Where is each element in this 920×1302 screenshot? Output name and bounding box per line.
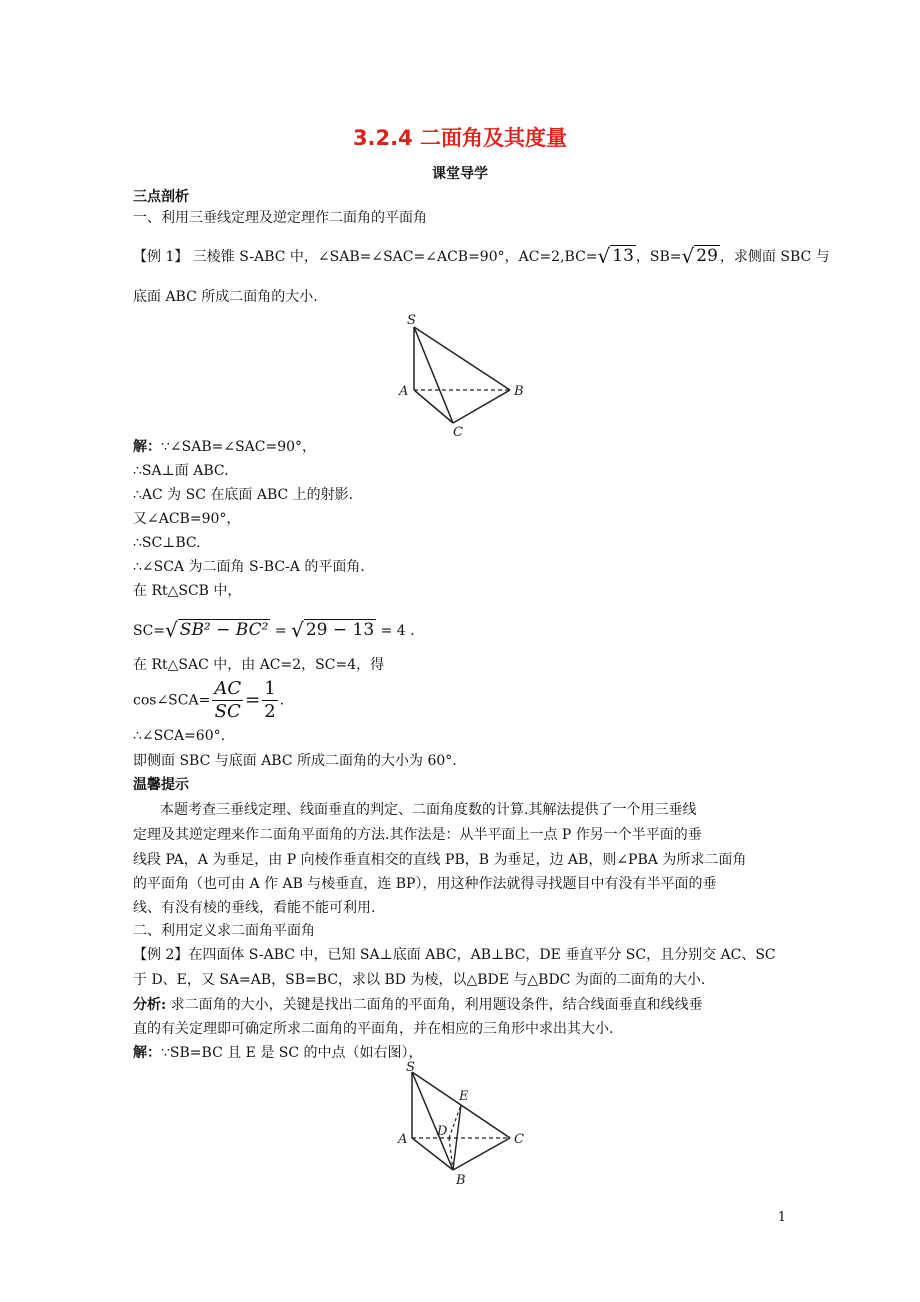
- solution1-line1: [133, 437, 316, 457]
- page-subtitle: 课堂导学: [432, 166, 488, 182]
- example1-line2: 底面 ABC 所成二面角的大小.: [133, 289, 318, 305]
- label-c: C: [514, 1132, 524, 1147]
- label-a: A: [399, 384, 409, 399]
- edge-ac: [414, 390, 453, 423]
- solution1-line9: ∴∠SCA=60°.: [133, 728, 226, 744]
- solution2-line1: [133, 1043, 423, 1063]
- solution1-line4: 又∠ACB=90°，: [133, 511, 241, 527]
- fraction-numerator-ac: AC: [214, 678, 242, 699]
- example1-text-c: ，求侧面 SBC 与: [719, 249, 830, 265]
- solution1-text1: ∵∠SAB=∠SAC=90°，: [161, 439, 317, 455]
- tip-line5: 线、有没有棱的垂线，看能不能可利用.: [133, 900, 376, 916]
- example2-text1: 在四面体 S-ABC 中，已知 SA⊥底面 ABC，AB⊥BC，DE 垂直平分 SC，且分别交 AC、SC: [188, 947, 776, 963]
- example1-label: 【例 1】: [133, 249, 189, 265]
- label-e: E: [459, 1089, 469, 1104]
- fraction-ac-sc: [212, 678, 243, 723]
- sqrt-sb2-bc2: √ SB² − BC²: [165, 618, 269, 642]
- sqrt-29: √ 29: [681, 244, 718, 268]
- analysis-line2: 直的有关定理即可确定所求二面角的平面角，并在相应的三角形中求出其大小.: [133, 1021, 614, 1037]
- analysis-label: 分析:: [133, 997, 167, 1013]
- sqrt-29-value: 29: [696, 246, 718, 266]
- page-number: 1: [777, 1210, 786, 1225]
- edge-sb: [414, 327, 510, 390]
- sqrt-29-13-value: 29 − 13: [305, 620, 375, 640]
- sqrt-13: √ 13: [597, 244, 634, 268]
- label-a: A: [398, 1132, 408, 1147]
- solution1-line2: ∴SA⊥面 ABC.: [133, 463, 229, 479]
- tetrahedron-figure-2: [395, 1060, 530, 1190]
- tip-line4: 的平面角（也可由 A 作 AB 与棱垂直，连 BP），用这种作法就得寻找题目中有没有半平面的垂: [133, 876, 717, 892]
- label-b: B: [456, 1173, 466, 1188]
- cos-equation: [133, 678, 284, 723]
- sc-result: = 4 .: [380, 623, 415, 639]
- sc-equation: [133, 620, 415, 641]
- solution1-label: 解：: [133, 439, 161, 455]
- solution1-line5: ∴SC⊥BC.: [133, 535, 201, 551]
- tip-line2: 定理及其逆定理来作二面角平面角的方法.其作法是：从半平面上一点 P 作另一个半平面的垂: [133, 827, 702, 843]
- sqrt-13-value: 13: [612, 246, 634, 266]
- cos-equals: =: [245, 689, 261, 711]
- solution2-label: 解：: [133, 1045, 161, 1061]
- fraction-denominator-sc: SC: [214, 701, 241, 722]
- example1-text-b: ，SB=: [635, 249, 682, 265]
- cos-prefix: cos∠SCA=: [133, 692, 211, 709]
- analysis-line1: [133, 995, 703, 1015]
- label-s: S: [406, 1060, 415, 1075]
- fraction-one-half: [262, 678, 277, 723]
- solution1-conclusion: 即侧面 SBC 与底面 ABC 所成二面角的大小为 60°.: [133, 753, 457, 769]
- example1-line1: [133, 246, 830, 267]
- label-c: C: [453, 425, 463, 440]
- tip-line3: 线段 PA，A 为垂足，由 P 向棱作垂直相交的直线 PB，B 为垂足，边 AB，则∠PBA 为所求二面角: [133, 852, 747, 868]
- label-d: D: [437, 1124, 448, 1139]
- sc-equals: =: [274, 623, 287, 639]
- section-heading: 三点剖析: [133, 189, 189, 205]
- cos-end: .: [279, 692, 285, 709]
- solution2-text1: ∵SB=BC 且 E 是 SC 的中点（如右图），: [161, 1045, 423, 1061]
- fraction-numerator-1: 1: [264, 678, 276, 699]
- example2-line1: [133, 945, 776, 965]
- solution1-line7: 在 Rt△SCB 中，: [133, 583, 242, 599]
- sqrt-sb2-bc2-value: SB² − BC²: [179, 620, 269, 640]
- fraction-denominator-2: 2: [264, 701, 276, 722]
- label-s: S: [407, 313, 416, 328]
- example2-label: 【例 2】: [133, 947, 189, 963]
- tip-line1: 本题考查三垂线定理、线面垂直的判定、二面角度数的计算.其解法提供了一个用三垂线: [160, 802, 697, 818]
- sc-prefix: SC=: [133, 623, 166, 639]
- tetrahedron-figure-1: [395, 310, 530, 440]
- example1-text-a: 三棱锥 S-ABC 中，∠SAB=∠SAC=∠ACB=90°，AC=2,BC=: [188, 249, 598, 265]
- edge-sc: [414, 327, 453, 423]
- edge-cb: [453, 390, 510, 423]
- example2-line2: 于 D、E，又 SA=AB，SB=BC，求以 BD 为棱，以△BDE 与△BDC 为面的二面角的大小.: [133, 972, 706, 988]
- solution1-line3: ∴AC 为 SC 在底面 ABC 上的射影.: [133, 487, 354, 503]
- solution1-line6: ∴∠SCA 为二面角 S-BC-A 的平面角.: [133, 559, 365, 575]
- label-b: B: [514, 384, 524, 399]
- part1-heading: 一、利用三垂线定理及逆定理作二面角的平面角: [133, 210, 427, 226]
- analysis-text1: 求二面角的大小，关键是找出二面角的平面角，利用题设条件，结合线面垂直和线线垂: [166, 997, 703, 1013]
- solution1-line8: 在 Rt△SAC 中，由 AC=2，SC=4，得: [133, 657, 385, 673]
- tip-heading: 温馨提示: [133, 777, 189, 793]
- sqrt-29-13: √ 29 − 13: [291, 618, 375, 642]
- page-title: 3.2.4 二面角及其度量: [352, 126, 568, 150]
- part2-heading: 二、利用定义求二面角平面角: [133, 923, 315, 939]
- edge-bc: [453, 1138, 510, 1170]
